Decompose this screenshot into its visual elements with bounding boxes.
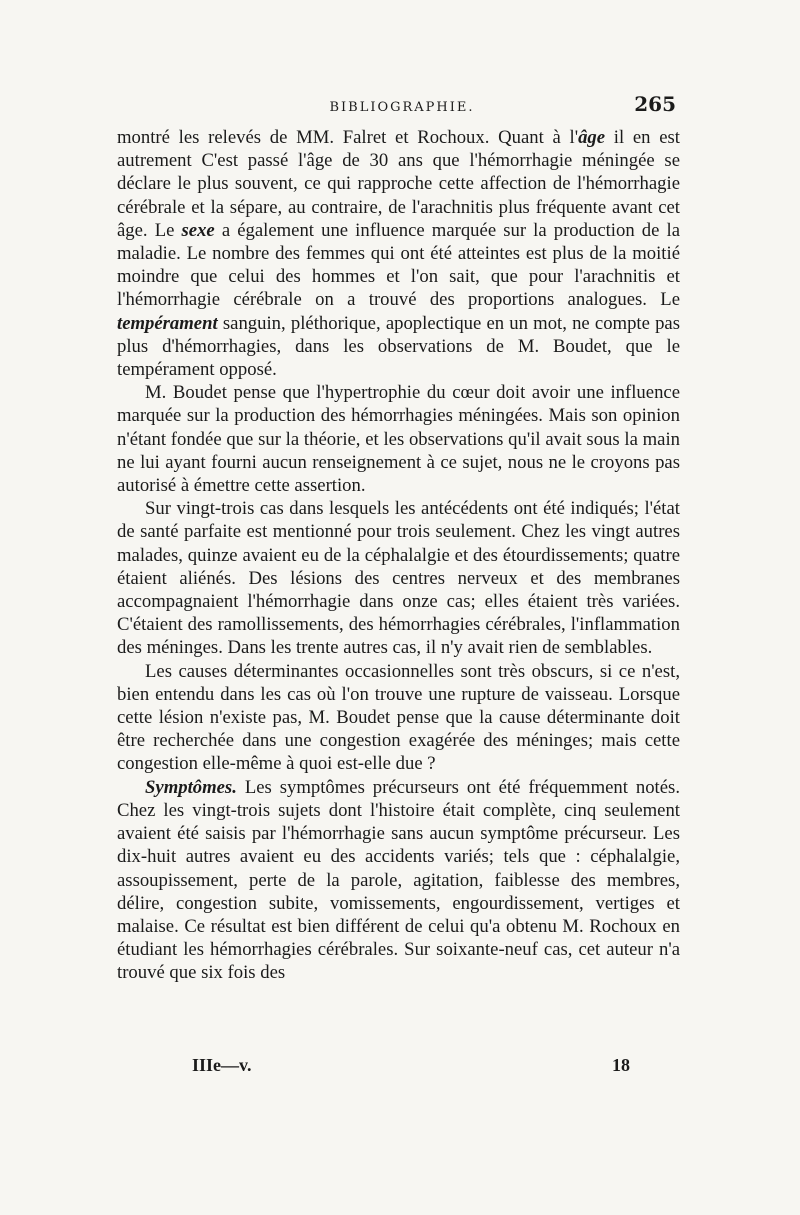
body-text <box>117 126 680 985</box>
emphasis-text: Symptômes. <box>145 776 237 798</box>
signature-mark: IIIe—v. <box>192 1055 252 1075</box>
emphasis-text: sexe <box>181 219 215 241</box>
running-head: BIBLIOGRAPHIE. <box>329 100 475 115</box>
paragraph <box>117 776 680 985</box>
paragraph-text: Sur vingt-trois cas dans lesquels les antécédents ont été indiqués; l'état de santé parfaite est mentionné pour trois seulement. Chez les vingt autres malades, quinze avaient eu de la céphalalgie et des étourdissements; quatre étaient aliénés. Des lésions des centres nerveux et des membranes accompagnaient l'hémorrhagie dans onze cas; elles étaient très variées. C'étaient des ramollissements, des hémorrhagies cérébrales, l'inflammation des méninges. Dans les trente autres cas, il n'y avait rien de semblables. <box>117 498 680 659</box>
paragraph-text: il en est autrement C'est passé l'âge de 30 ans que l'hémorrhagie méningée se déclare le plus souvent, ce qui rapproche cette affection de l'hémorrhagie cérébrale et la sépare, au contraire, de l'arachnitis plus fréquente avant cet âge. Le <box>117 127 680 241</box>
paragraph-text: Les symptômes précurseurs ont été fréquemment notés. Chez les vingt-trois sujets dont l'histoire était complète, cinq seulement avaient été saisis par l'hémorrhagie sans aucun symptôme précurseur. Les dix-huit autres avaient eu des accidents variés; tels que : céphalalgie, assoupissement, perte de la parole, agitation, faiblesse des membres, délire, congestion subite, vomissements, engourdissement, vertiges et malaise. Ce résultat est bien différent de celui qu'a obtenu M. Rochoux en étudiant les hémorrhagies cérébrales. Sur soixante-neuf cas, cet auteur n'a trouvé que six fois des <box>117 776 680 984</box>
paragraph-text: M. Boudet pense que l'hypertrophie du cœur doit avoir une influence marquée sur la production des hémorrhagies méningées. Mais son opinion n'étant fondée que sur la théorie, et les observations qu'il avait sous la main ne lui ayant fourni aucun renseignement à ce sujet, nous ne le croyons pas autorisé à émettre cette assertion. <box>117 382 680 497</box>
sheet-number: 18 <box>612 1055 630 1075</box>
paragraph-text: Les causes déterminantes occasionnelles sont très obscurs, si ce n'est, bien entendu dans les cas où l'on trouve une rupture de vaisseau. Lorsque cette lésion n'existe pas, M. Boudet pense que la cause déterminante doit être recherchée dans une congestion exagérée des méninges; mais cette congestion elle-même à quoi est-elle due ? <box>117 660 680 775</box>
page-footer <box>180 1053 630 1083</box>
paragraph-text: sanguin, pléthorique, apoplectique en un mot, ne compte pas plus d'hémorrhagies, dans les observations de M. Boudet, que le tempérament opposé. <box>117 312 680 381</box>
paragraph-text: montré les relevés de MM. Falret et Rochoux. Quant à l' <box>117 127 579 148</box>
paragraph-text: a également une influence marquée sur la production de la maladie. Le nombre des femmes qui ont été atteintes est plus de la moitié moindre que celui des hommes et l'on sait, que pour l'arachnitis et l'hémorrhagie cérébrale on a trouvé des proportions analogues. Le <box>117 219 680 311</box>
paragraph <box>117 497 680 659</box>
emphasis-text: âge <box>578 127 606 148</box>
paragraph <box>117 381 680 497</box>
emphasis-text: tempérament <box>117 312 218 334</box>
page-header <box>128 92 676 124</box>
page-number: 265 <box>634 92 676 116</box>
paragraph <box>117 660 680 776</box>
paragraph <box>117 126 680 381</box>
